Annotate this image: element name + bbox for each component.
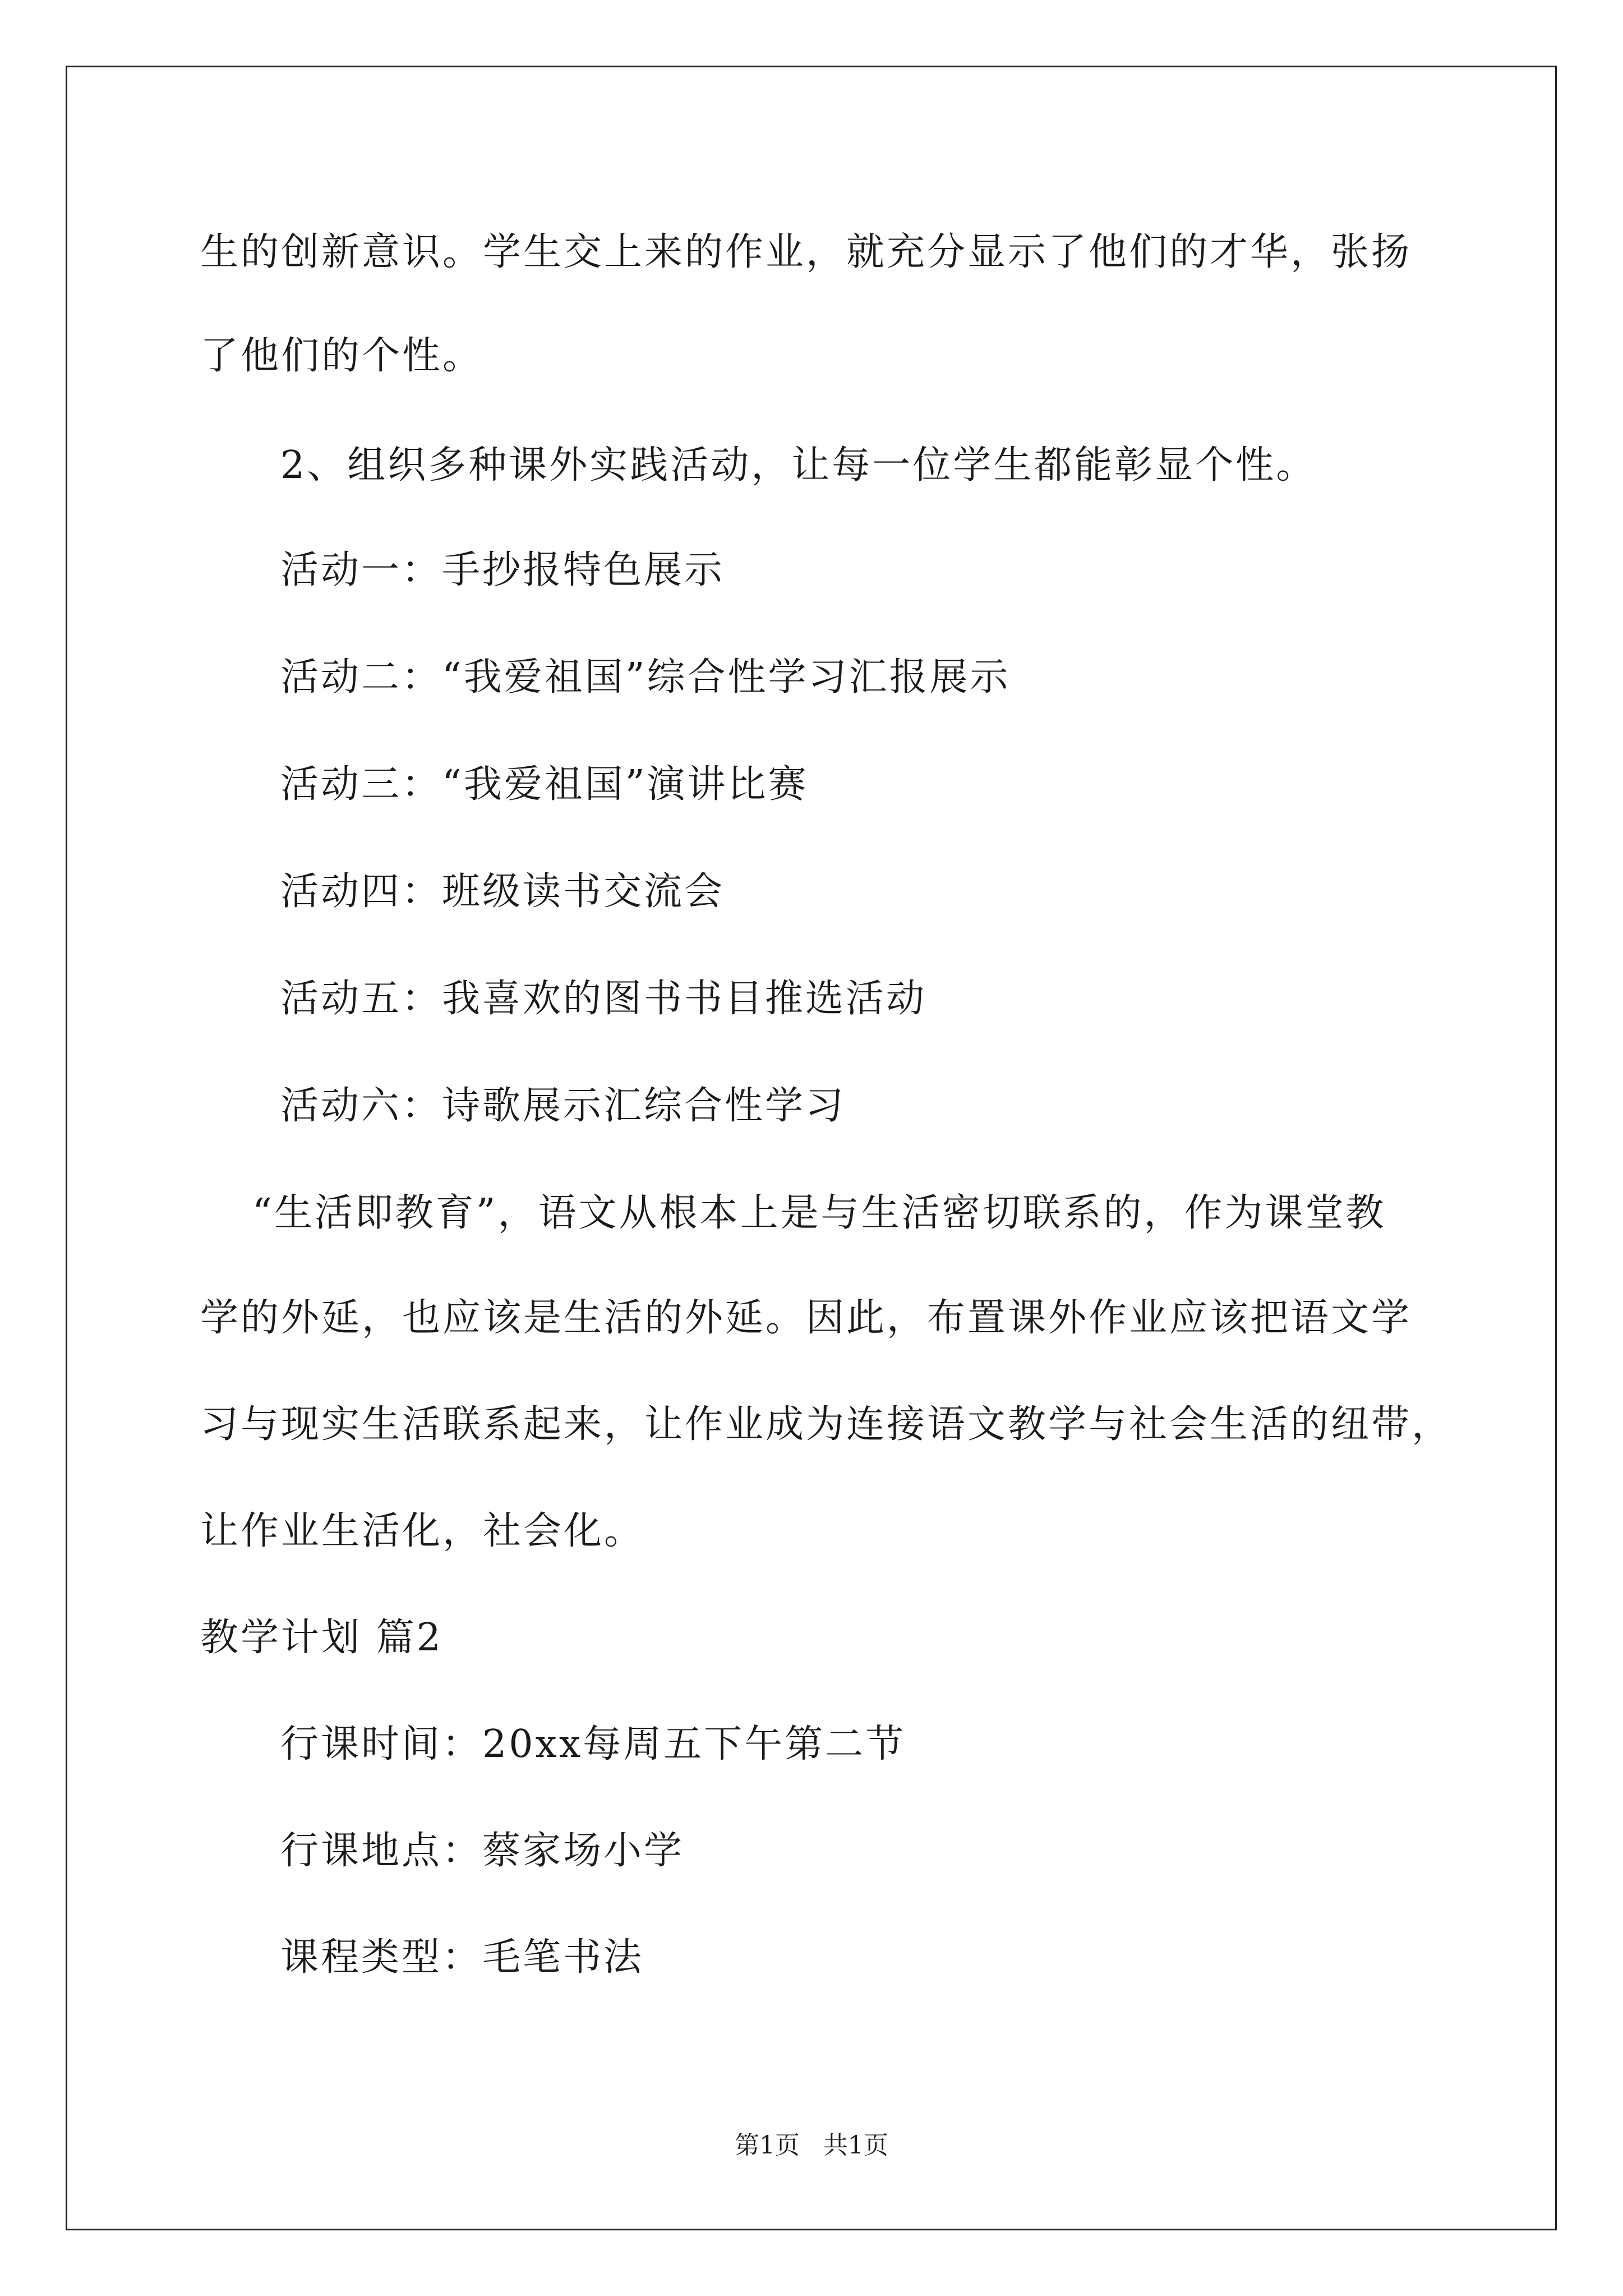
paragraph-line: 习与现实生活联系起来，让作业成为连接语文教学与社会生活的纽带， (200, 1402, 1453, 1447)
activity-item: 活动二：“我爱祖国”综合性学习汇报展示 (280, 655, 1011, 700)
section-heading: 教学计划 篇2 (200, 1616, 443, 1660)
paragraph-line: 了他们的个性。 (200, 334, 483, 378)
page-footer: 第1页 共1页 (735, 2131, 888, 2160)
activity-item: 活动六：诗歌展示汇综合性学习 (280, 1084, 846, 1128)
paragraph-line: 生的创新意识。学生交上来的作业，就充分显示了他们的才华，张扬 (200, 230, 1412, 274)
course-info-item: 行课时间：20xx每周五下午第二节 (280, 1722, 906, 1766)
point-heading: 2、组织多种课外实践活动，让每一位学生都能彰显个性。 (280, 443, 1317, 487)
course-info-item: 课程类型：毛笔书法 (280, 1935, 644, 1980)
page-border (66, 66, 1557, 2230)
activity-item: 活动五：我喜欢的图书书目推选活动 (280, 977, 927, 1021)
course-info-item: 行课地点：蔡家场小学 (280, 1829, 685, 1873)
paragraph-line: 学的外延，也应该是生活的外延。因此，布置课外作业应该把语文学 (200, 1296, 1412, 1340)
activity-item: 活动一：手抄报特色展示 (280, 548, 725, 592)
activity-item: 活动三：“我爱祖国”演讲比赛 (280, 762, 809, 807)
activity-item: 活动四：班级读书交流会 (280, 869, 725, 914)
paragraph-line: 让作业生活化，社会化。 (200, 1509, 645, 1553)
paragraph-line: “生活即教育”，语文从根本上是与生活密切联系的，作为课堂教 (252, 1191, 1386, 1235)
